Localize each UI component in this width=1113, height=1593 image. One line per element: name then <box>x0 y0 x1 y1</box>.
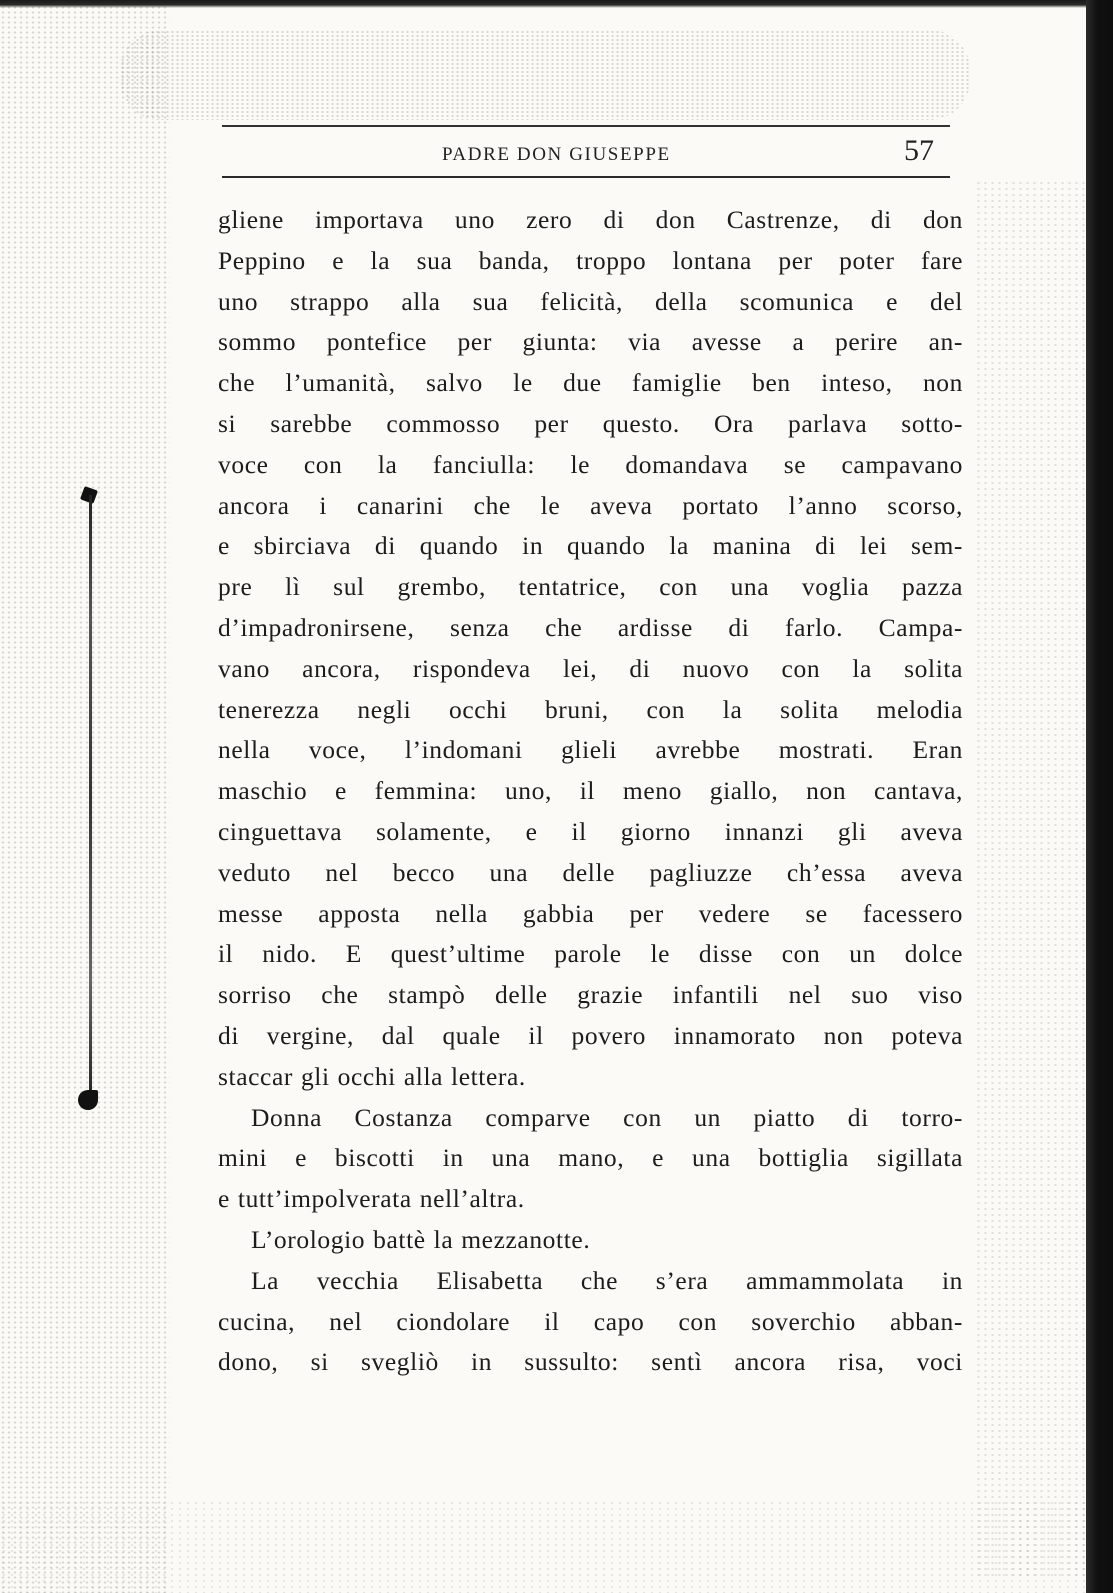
binding-line <box>89 495 92 1100</box>
text-line: il nido. E quest’ultime parole le disse con un dolce <box>218 939 963 969</box>
page-number: 57 <box>904 134 934 167</box>
page-edge-right <box>1086 0 1113 1593</box>
header-rule-bottom <box>222 176 950 178</box>
text-line: pre lì sul grembo, tentatrice, con una voglia pazza <box>218 572 963 602</box>
page-edge-top <box>0 0 1095 8</box>
text-line: sorriso che stampò delle grazie infantili nel suo viso <box>218 980 963 1010</box>
text-line: cucina, nel ciondolare il capo con soverchio abban- <box>218 1306 963 1336</box>
text-line: voce con la fanciulla: le domandava se campavano <box>218 449 963 479</box>
text-line: tenerezza negli occhi bruni, con la solita melodia <box>218 694 963 724</box>
text-line: Donna Costanza comparve con un piatto di torro- <box>251 1102 963 1132</box>
text-line: vano ancora, rispondeva lei, di nuovo con la solita <box>218 653 963 683</box>
scan-noise-top <box>120 30 970 120</box>
text-line: sommo pontefice per giunta: via avesse a perire an- <box>218 327 963 357</box>
text-line: ancora i canarini che le aveva portato l’anno scorso, <box>218 490 963 520</box>
text-line: nella voce, l’indomani glieli avrebbe mostrati. Eran <box>218 735 963 765</box>
text-line: cinguettava solamente, e il giorno innanzi gli aveva <box>218 816 963 846</box>
scan-noise-bottom <box>0 1500 1086 1593</box>
running-head <box>222 130 950 178</box>
binding-mark-bottom <box>78 1090 98 1110</box>
text-line: gliene importava uno zero di don Castrenze, di don <box>218 205 963 234</box>
text-line: staccar gli occhi alla lettera. <box>218 1061 526 1091</box>
body-text <box>218 200 963 1383</box>
text-line: uno strappo alla sua felicità, della scomunica e del <box>218 286 963 316</box>
text-line: e sbirciava di quando in quando la manina di lei sem- <box>218 531 963 561</box>
text-line: Peppino e la sua banda, troppo lontana per poter fare <box>218 245 963 275</box>
text-line: che l’umanità, salvo le due famiglie ben inteso, non <box>218 368 963 398</box>
header-rule-top <box>222 125 950 127</box>
text-line: L’orologio battè la mezzanotte. <box>251 1224 591 1254</box>
text-line: maschio e femmina: uno, il meno giallo, non cantava, <box>218 776 963 806</box>
running-title: PADRE DON GIUSEPPE <box>442 144 671 165</box>
scan-noise-left <box>0 0 170 1593</box>
text-line: si sarebbe commosso per questo. Ora parlava sotto- <box>218 408 963 438</box>
text-line: dono, si svegliò in sussulto: sentì ancora risa, voci <box>218 1347 963 1377</box>
scan-noise-right <box>975 180 1085 1580</box>
text-line: La vecchia Elisabetta che s’era ammammolata in <box>251 1265 963 1295</box>
text-line: mini e biscotti in una mano, e una bottiglia sigillata <box>218 1143 963 1173</box>
text-line: d’impadronirsene, senza che ardisse di farlo. Campa- <box>218 612 963 642</box>
text-line: messe apposta nella gabbia per vedere se facessero <box>218 898 963 928</box>
text-line: e tutt’impolverata nell’altra. <box>218 1184 525 1214</box>
text-line: veduto nel becco una delle pagliuzze ch’essa aveva <box>218 857 963 887</box>
text-line: di vergine, dal quale il povero innamorato non poteva <box>218 1020 963 1050</box>
